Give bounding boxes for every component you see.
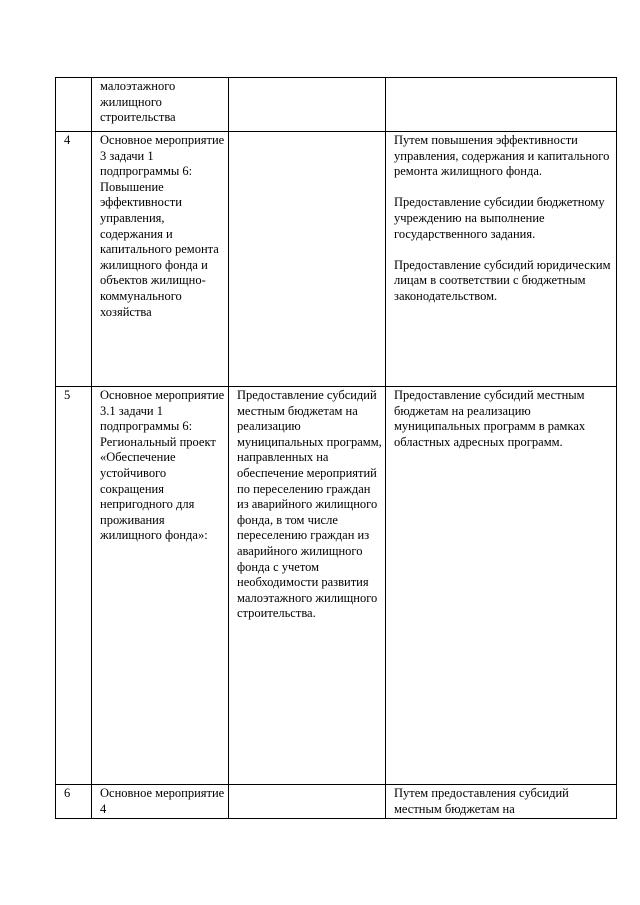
measure-name-cell [92,132,229,387]
measure-name: малоэтажного жилищного строительства [100,79,176,125]
row-number-cell [56,78,92,132]
measure-name-cell [92,387,229,785]
measure-name: Основное мероприятие 4 [100,786,225,816]
implementation-paragraph: Предоставление субсидии бюджетному учреждению на выполнение государственного задания. [394,195,605,241]
table-row [56,132,617,387]
table-row [56,785,617,819]
implementation-paragraph: Путем предоставления субсидий местным бюджетам на [394,786,569,816]
measure-details: Предоставление субсидий местным бюджетам на реализацию муниципальных программ, направленных на обеспечение мероприятий по переселению граждан из аварийного жилищного фонда, в том числе переселению граждан из аварийного жилищного фонда с учетом необходимости развития малоэтажного жилищного строительства. [237,388,382,621]
row-number-cell [56,387,92,785]
row-number: 5 [64,388,71,402]
row-number-cell [56,132,92,387]
table-row [56,78,617,132]
measure-details-cell [229,387,386,785]
table-row [56,387,617,785]
measure-details-cell [229,78,386,132]
implementation-paragraph: Предоставление субсидий местным бюджетам на реализацию муниципальных программ в рамках областных адресных программ. [394,388,586,449]
measure-details-cell [229,785,386,819]
measure-name-cell [92,78,229,132]
row-number: 6 [64,786,71,800]
measures-table [55,77,617,819]
implementation-method-cell [386,785,617,819]
implementation-paragraph: Путем повышения эффективности управления, содержания и капитального ремонта жилищного фонда. [394,133,610,179]
implementation-method-cell [386,78,617,132]
implementation-paragraph: Предоставление субсидий юридическим лицам в соответствии с бюджетным законодательством. [394,257,611,303]
measure-name: Основное мероприятие 3.1 задачи 1 подпрограммы 6: Региональный проект «Обеспечение устойчивого сокращения непригодного для проживания жилищного фонда»: [100,388,225,543]
row-number-cell [56,785,92,819]
measure-name: Основное мероприятие 3 задачи 1 подпрограммы 6: Повышение эффективности управления, содержания и капитального ремонта жилищного фонда и объектов жилищно-коммунального хозяйства [100,133,225,319]
row-number: 4 [64,133,71,147]
implementation-method-cell [386,132,617,387]
measure-name-cell [92,785,229,819]
measure-details-cell [229,132,386,387]
implementation-method-cell [386,387,617,785]
